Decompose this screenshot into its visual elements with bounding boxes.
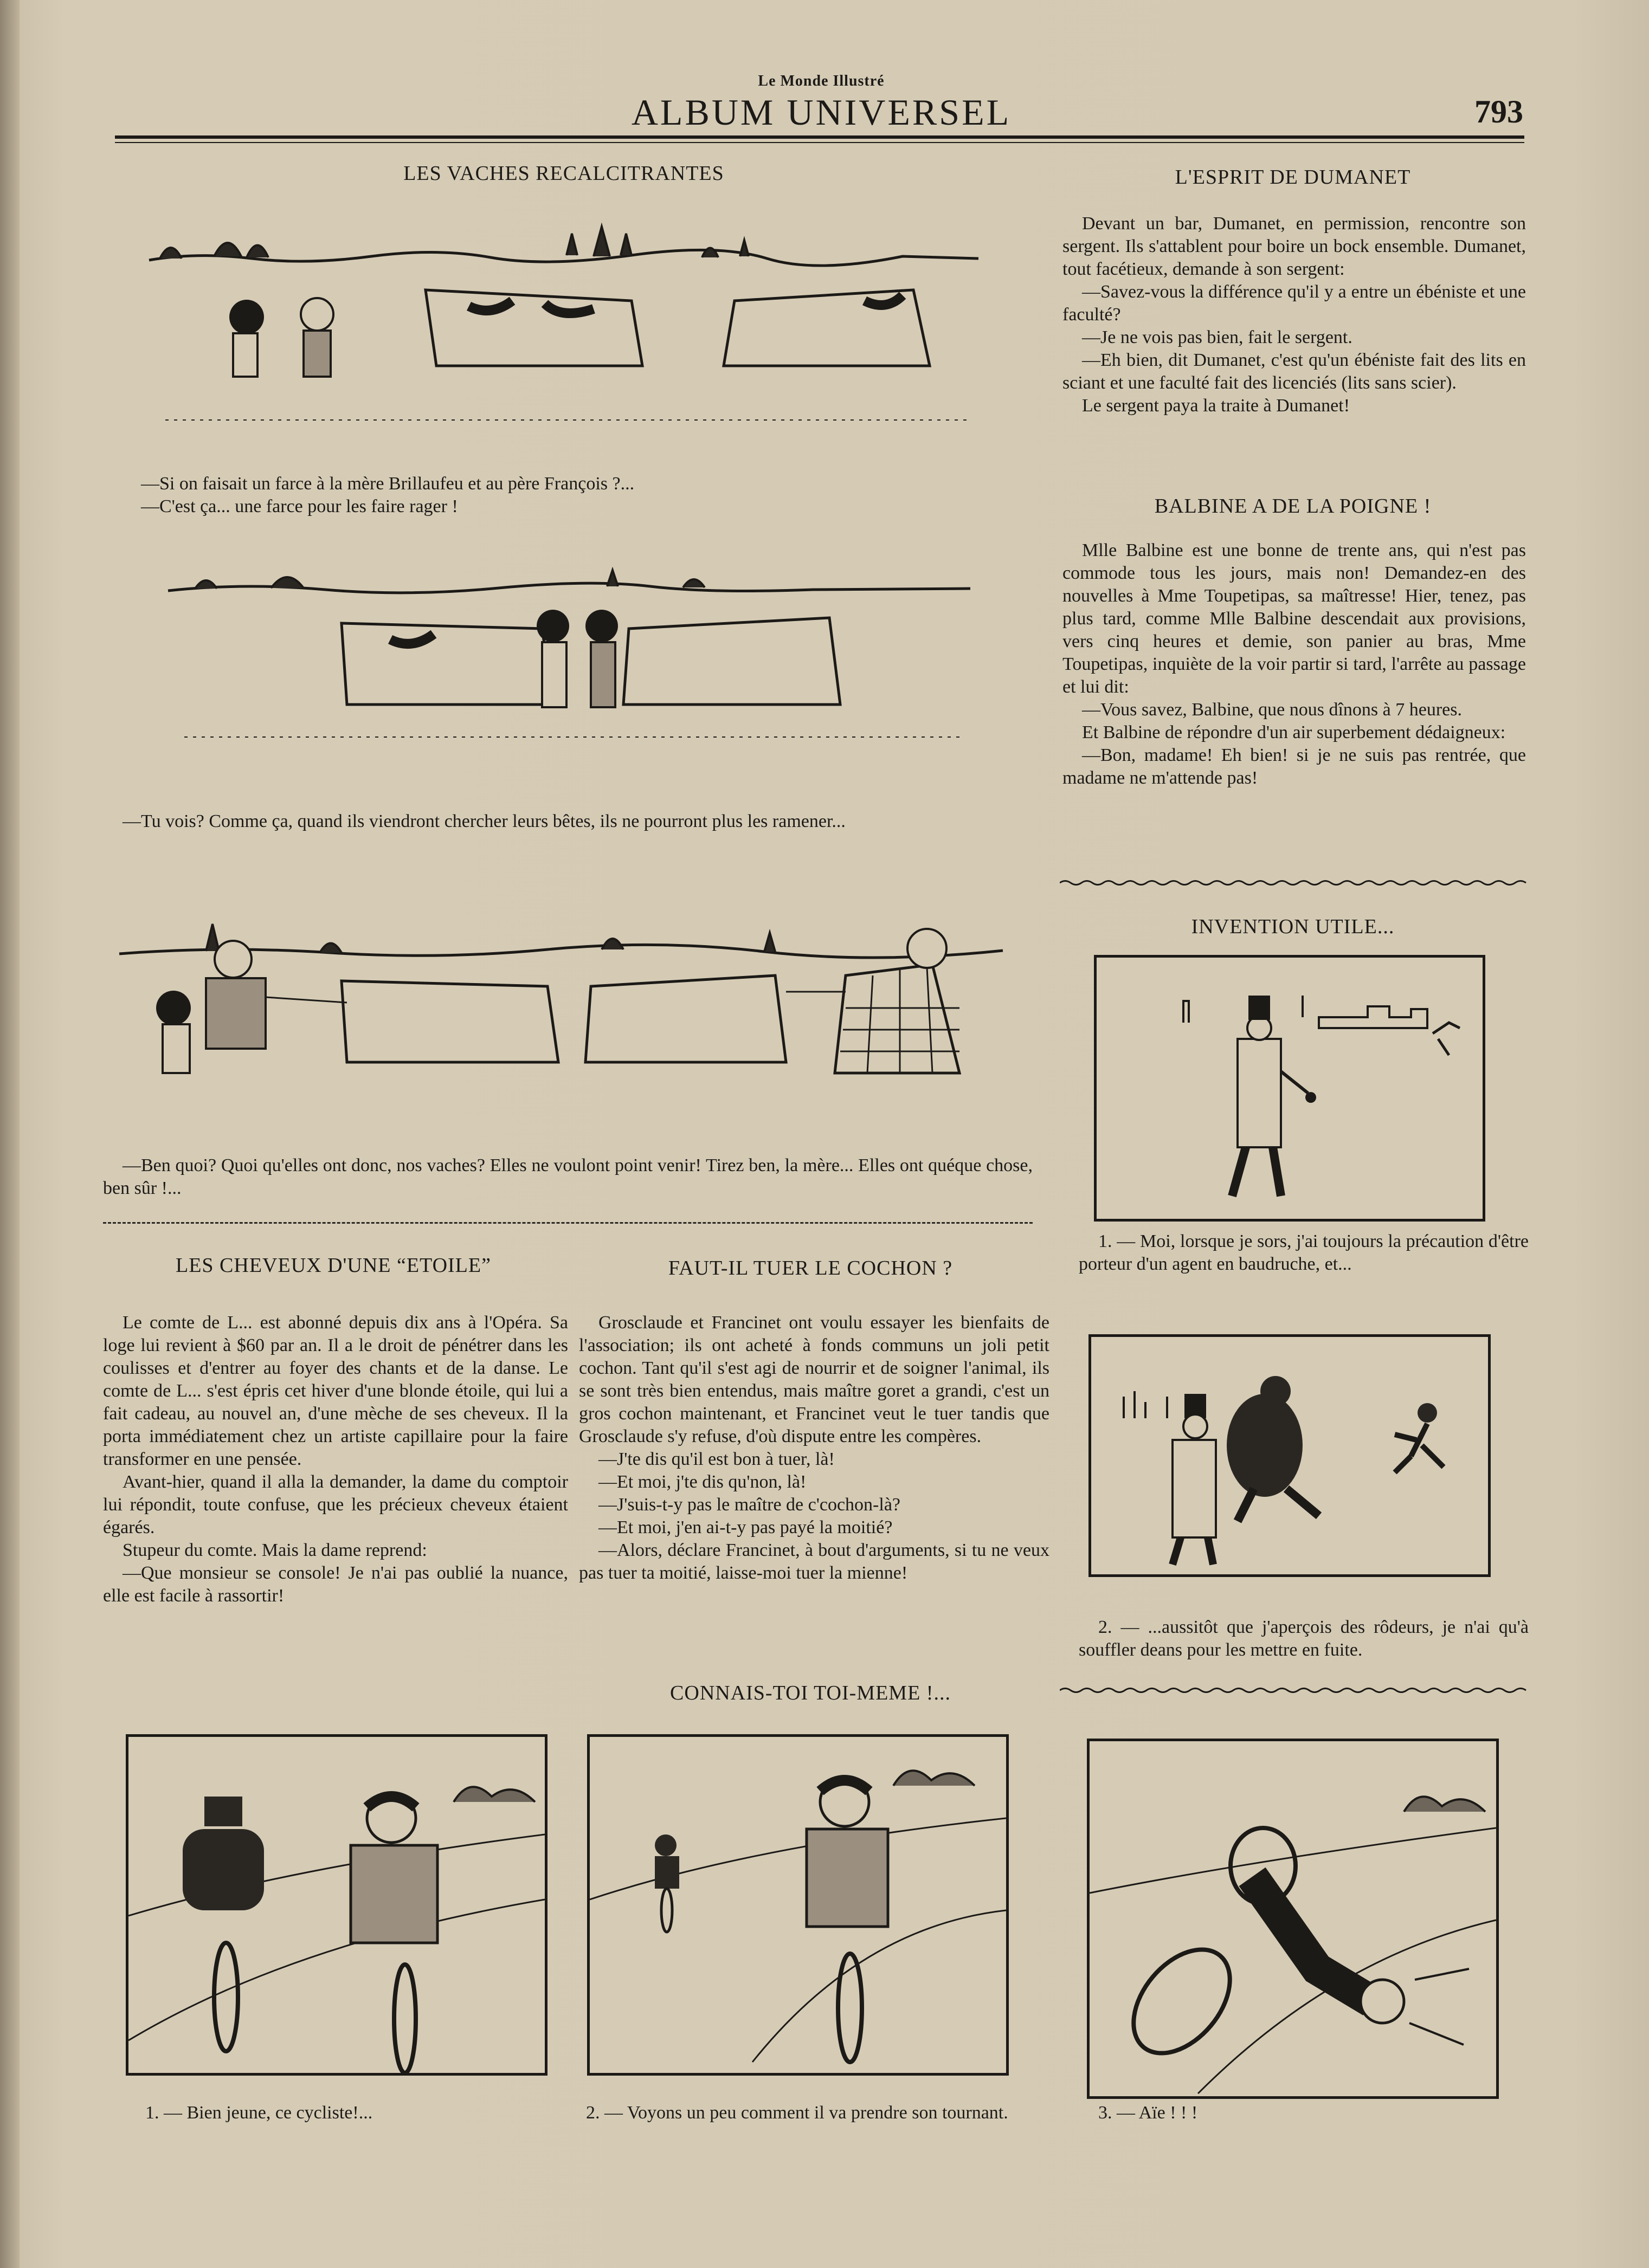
invention-drawing-1	[1097, 958, 1483, 1219]
invention-drawing-2	[1091, 1337, 1488, 1574]
connais-panel-3	[1087, 1739, 1499, 2099]
page-spine	[0, 0, 20, 2268]
dumanet-paragraph: Le sergent paya la traite à Dumanet!	[1082, 396, 1350, 416]
vaches-caption-3-text: —Ben quoi? Quoi qu'elles ont donc, nos vaches? Elles ne voulont point venir! Tirez ben, la mère... Elles ont quéque chose, ben sûr !...	[103, 1155, 1033, 1198]
vaches-caption-3	[103, 1154, 1033, 1200]
connais-drawing-3	[1090, 1741, 1496, 2096]
connais-caption-1	[126, 2102, 547, 2124]
connais-drawing-2	[590, 1737, 1006, 2073]
connais-panel-1	[126, 1734, 547, 2076]
page-number: 793	[1474, 94, 1523, 130]
connais-drawing-1	[128, 1737, 545, 2073]
balbine-title: BALBINE A DE LA POIGNE !	[1154, 495, 1432, 518]
connais-caption-2-text: 2. — Voyons un peu comment il va prendre son tournant.	[586, 2103, 1008, 2123]
cochon-paragraph: Grosclaude et Francinet ont voulu essayer les bienfaits de l'association; ils ont acheté à fonds communs un joli petit cochon. Tant qu'il s'est agi de nourrir et de soigner l'animal, ils se sont très bien entendus, mais maître goret a grandi, c'est un gros cochon maintenant, et Francinet veut le tuer tandis que Grosclaude s'y refuse, d'où dispute entre les compères.	[579, 1313, 1049, 1446]
cheveux-text	[103, 1311, 568, 1607]
section-divider-left	[103, 1222, 1033, 1226]
balbine-paragraph: —Bon, madame! Eh bien! si je ne suis pas rentrée, que madame ne m'attende pas!	[1062, 745, 1526, 788]
vaches-caption-1-line-2: —C'est ça... une farce pour les faire rager !	[141, 496, 458, 516]
cochon-paragraph: —Et moi, j'en ai-t-y pas payé la moitié?	[598, 1517, 893, 1537]
connais-caption-2	[566, 2102, 1033, 2124]
balbine-paragraph: Mlle Balbine est une bonne de trente ans, qui n'est pas commode tous les jours, mais non! Demandez-en des nouvelles à Mme Toupetipas, sa maîtresse! Hier, tenez, pas plus tard, comme Mlle Balbine descendait aux provisions, vers cinq heures et demie, son panier au bras, Mme Toupetipas, inquiète de la voir partir si tard, l'arrête au passage et lui dit:	[1062, 540, 1526, 697]
vaches-caption-1	[141, 473, 981, 518]
balbine-paragraph: —Vous savez, Balbine, que nous dînons à 7 heures.	[1082, 700, 1462, 720]
balbine-text	[1062, 539, 1526, 790]
invention-panel-1	[1094, 955, 1485, 1222]
cochon-paragraph: —J'suis-t-y pas le maître de c'cochon-là?	[598, 1495, 900, 1515]
vaches-illustration-1	[144, 209, 984, 442]
dumanet-title: L'ESPRIT DE DUMANET	[1175, 166, 1411, 189]
vaches-illustration-2	[163, 558, 976, 770]
connais-caption-3-text: 3. — Aïe ! ! !	[1098, 2103, 1198, 2123]
cochon-paragraph: —Et moi, j'te dis qu'non, là!	[598, 1472, 807, 1492]
connais-caption-1-text: 1. — Bien jeune, ce cycliste!...	[145, 2103, 373, 2123]
dumanet-text	[1062, 212, 1526, 417]
connais-panel-2	[587, 1734, 1009, 2076]
invention-caption-2-text: 2. — ...aussitôt que j'aperçois des rôdeurs, je n'ai qu'à souffler deans pour les mettre en fuite.	[1079, 1617, 1529, 1660]
vaches-caption-1-line-1: —Si on faisait un farce à la mère Brillaufeu et au père François ?...	[141, 474, 635, 494]
cheveux-paragraph: Stupeur du comte. Mais la dame reprend:	[123, 1540, 427, 1560]
vaches-title: LES VACHES RECALCITRANTES	[403, 162, 724, 185]
cochon-paragraph: —Alors, déclare Francinet, à bout d'arguments, si tu ne veux pas tuer ta moitié, laisse-moi tuer la mienne!	[579, 1540, 1049, 1583]
vaches-illustration-3	[114, 900, 1008, 1106]
cochon-text	[579, 1311, 1049, 1585]
cheveux-paragraph: —Que monsieur se console! Je n'ai pas oublié la nuance, elle est facile à rassortir!	[103, 1563, 568, 1606]
dumanet-paragraph: —Eh bien, dit Dumanet, c'est qu'un ébéniste fait des lits en sciant et une faculté fait des licenciés (lits sans scier).	[1062, 350, 1526, 393]
masthead-subtitle: Le Monde Illustré	[758, 73, 885, 89]
wavy-divider	[1060, 879, 1529, 887]
invention-caption-1	[1079, 1230, 1529, 1276]
dumanet-paragraph: —Je ne vois pas bien, fait le sergent.	[1082, 327, 1352, 347]
wavy-divider-2	[1060, 1687, 1529, 1694]
cochon-title: FAUT-IL TUER LE COCHON ?	[668, 1257, 953, 1280]
cochon-paragraph: —J'te dis qu'il est bon à tuer, là!	[598, 1449, 835, 1469]
balbine-paragraph: Et Balbine de répondre d'un air superbement dédaigneux:	[1082, 722, 1506, 742]
header-rule	[115, 135, 1524, 139]
cheveux-paragraph: Avant-hier, quand il alla la demander, la dame du comptoir lui répondit, toute confuse, que les précieux cheveux étaient égarés.	[103, 1472, 568, 1537]
cheveux-title: LES CHEVEUX D'UNE “ETOILE”	[176, 1254, 491, 1277]
invention-caption-1-text: 1. — Moi, lorsque je sors, j'ai toujours la précaution d'être porteur d'un agent en baudruche, et...	[1079, 1231, 1529, 1274]
vaches-caption-2	[103, 810, 1033, 833]
invention-title: INVENTION UTILE...	[1191, 915, 1395, 938]
cheveux-paragraph: Le comte de L... est abonné depuis dix ans à l'Opéra. Sa loge lui revient à $60 par an. Il a le droit de pénétrer dans les coulisses et d'entrer au foyer des chants et de la danse. Le comte de L... s'est épris cet hiver d'une blonde étoile, qui lui a fait cadeau, au nouvel an, d'une mèche de ses cheveux. Il la porta immédiatement chez un artiste capillaire pour la faire transformer en une pensée.	[103, 1313, 568, 1469]
connais-title: CONNAIS-TOI TOI-MEME !...	[670, 1682, 951, 1704]
dumanet-paragraph: —Savez-vous la différence qu'il y a entre un ébéniste et une faculté?	[1062, 282, 1526, 325]
header-rule-thin	[115, 142, 1524, 143]
vaches-caption-2-text: —Tu vois? Comme ça, quand ils viendront chercher leurs bêtes, ils ne pourront plus les ramener...	[123, 811, 846, 831]
dumanet-paragraph: Devant un bar, Dumanet, en permission, rencontre son sergent. Ils s'attablent pour boire un bock ensemble. Dumanet, tout facétieux, demande à son sergent:	[1062, 214, 1526, 279]
invention-panel-2	[1088, 1334, 1491, 1577]
masthead-title: ALBUM UNIVERSEL	[631, 92, 1012, 133]
connais-caption-3	[1079, 2102, 1458, 2124]
invention-caption-2	[1079, 1616, 1529, 1662]
